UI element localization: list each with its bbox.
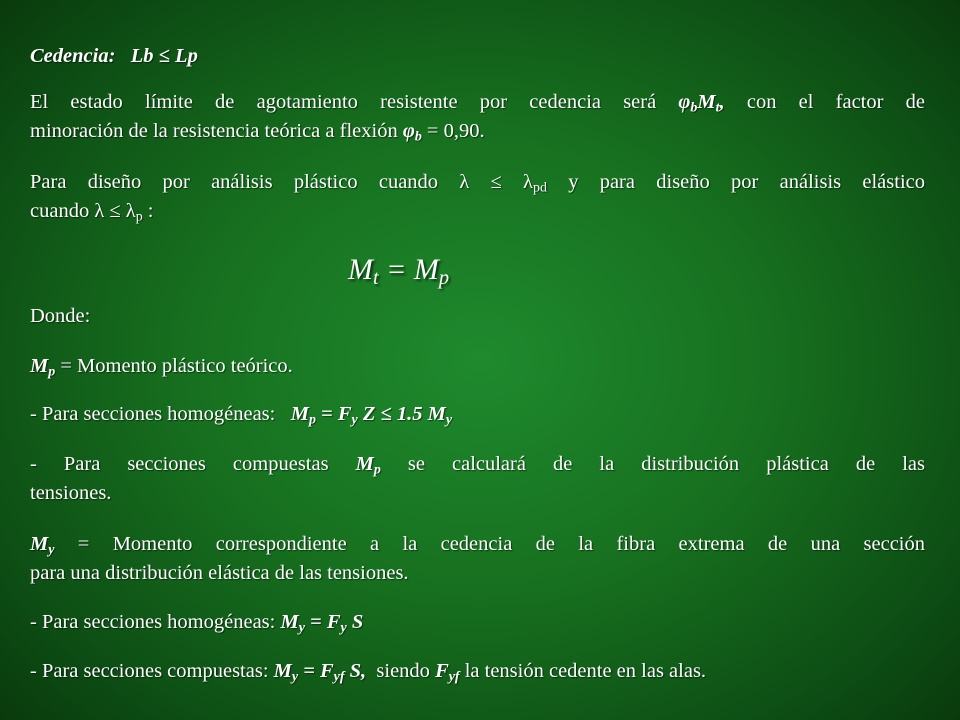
- paragraph-design-line2: [30, 197, 925, 226]
- mp-formula: $M_p = F_y$ Z ≤ 1.5 $M_y$: [290, 403, 453, 428]
- text-span: minoración de la resistencia teórica a flexión: [30, 120, 398, 142]
- main-formula: $M_t = M_p$: [348, 253, 450, 290]
- text-span: El estado límite de agotamiento resistente por cedencia será: [30, 91, 657, 113]
- phi-b-Mt: $\varphi_bM_t$,: [678, 91, 725, 116]
- my-definition-line1: $M_y$ = Momento correspondiente a la cedencia de la fibra extrema de una sección: [30, 533, 926, 558]
- text-span: :: [147, 200, 154, 222]
- mp-definition: $M_p$ = Momento plástico teórico.: [30, 355, 293, 380]
- sub-p: p: [135, 209, 143, 225]
- text-span: cuando λ ≤ λ: [30, 200, 136, 222]
- title-condition: Lb ≤ Lp: [130, 45, 198, 67]
- my-formula: $M_y = F_y$ S: [280, 611, 364, 636]
- homogeneous-mp: - Para secciones homogéneas: $M_p = F_y$ Z ≤ 1.5 $M_y$: [30, 403, 453, 428]
- phi-b: $\varphi_b$: [402, 120, 422, 145]
- sub-pd: pd: [532, 180, 547, 196]
- paragraph-limit-state-line2: [30, 117, 925, 146]
- text-span: = 0,90.: [426, 120, 485, 142]
- paragraph-design-line1: [30, 168, 925, 197]
- text-span: con el factor de: [746, 91, 926, 113]
- donde-label: Donde:: [30, 305, 91, 327]
- paragraph-limit-state-line1: [30, 88, 925, 117]
- composite-mp-line1: - Para secciones compuestas $M_p$ se calculará de la distribución plástica de las: [30, 453, 926, 478]
- title-label: Cedencia:: [30, 45, 116, 67]
- homogeneous-my: - Para secciones homogéneas: $M_y = F_y$ S: [30, 611, 364, 636]
- composite-mp-line2: tensiones.: [30, 482, 112, 504]
- my-definition-line2: para una distribución elástica de las tensiones.: [30, 562, 409, 584]
- composite-my: - Para secciones compuestas: $M_y = F_{yf}$ S, siendo $F_{yf}$ la tensión cedente en las alas.: [30, 660, 707, 685]
- text-span: Para diseño por análisis plástico cuando λ ≤ λ: [30, 171, 533, 193]
- section-title: [30, 42, 925, 71]
- text-span: y para diseño por análisis elástico: [568, 171, 925, 193]
